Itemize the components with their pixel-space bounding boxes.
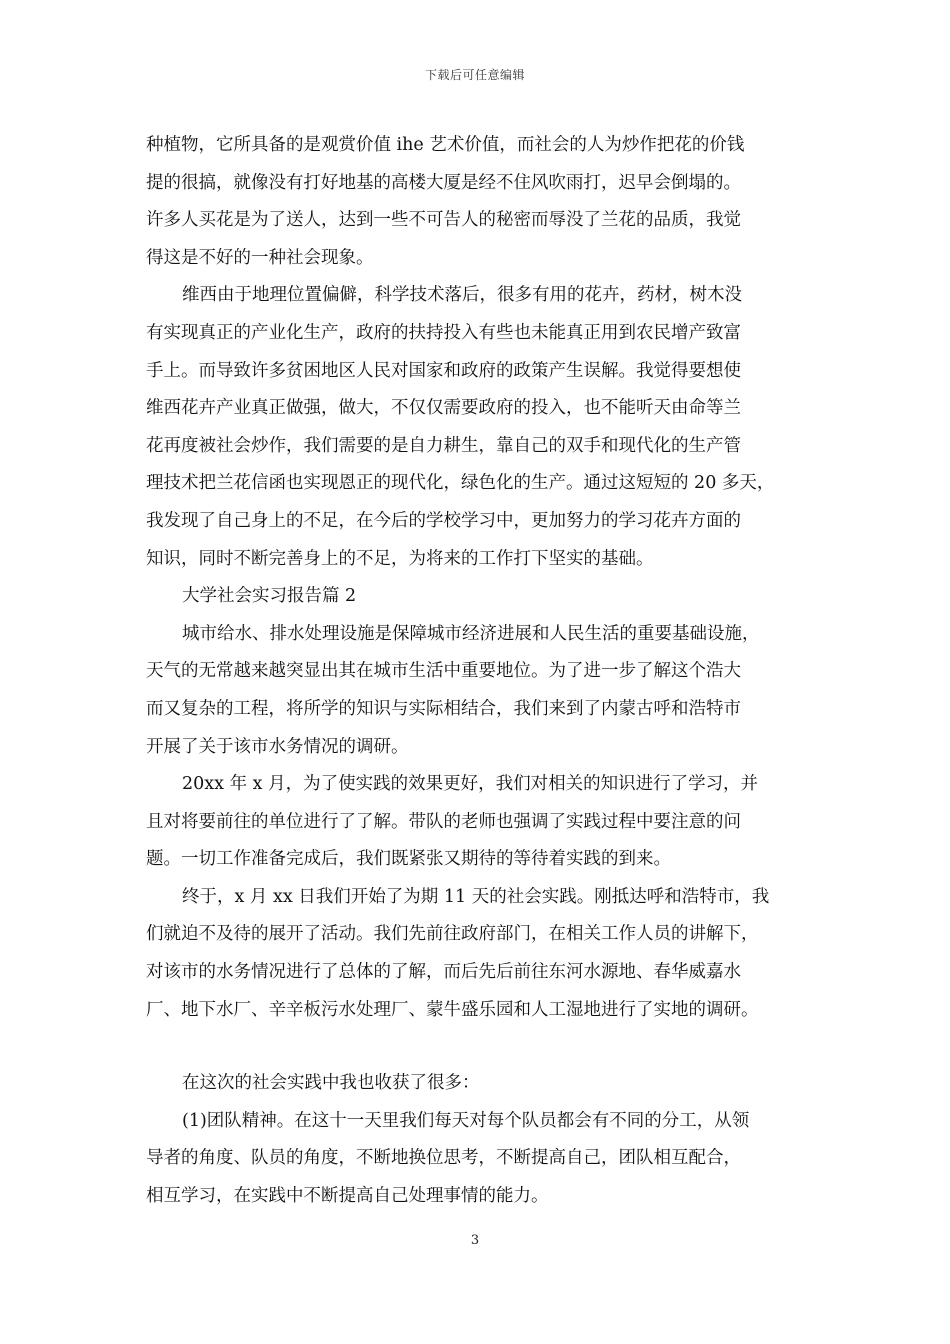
section-heading: 大学社会实习报告篇 2 [182, 586, 357, 607]
paragraph-start-line: 终于，x 月 xx 日我们开始了为期 11 天的社会实践。刚抵达呼和浩特市，我 [182, 886, 770, 907]
text-line: 厂、地下水厂、辛辛板污水处理厂、蒙牛盛乐园和人工湿地进行了实地的调研。 [146, 999, 759, 1020]
page-number: 3 [470, 1233, 480, 1248]
text-line: 提的很搞，就像没有打好地基的高楼大厦是经不住风吹雨打，迟早会倒塌的。 [146, 172, 741, 193]
text-line: 知识，同时不断完善身上的不足，为将来的工作打下坚实的基础。 [146, 548, 654, 569]
text-line: 得这是不好的一种社会现象。 [146, 247, 374, 268]
body-text [146, 127, 822, 1216]
text-line: 种植物，它所具备的是观赏价值 ihe 艺术价值，而社会的人为炒作把花的价钱 [146, 135, 745, 155]
paragraph-start-line: 在这次的社会实践中我也收获了很多： [182, 1073, 480, 1094]
text-line: 们就迫不及待的展开了活动。我们先前往政府部门，在相关工作人员的讲解下， [146, 924, 759, 945]
page-header: 下载后可任意编辑 [424, 68, 525, 82]
paragraph-start-line: (1)团队精神。在这十一天里我们每天对每个队员都会有不同的分工，从领 [182, 1110, 750, 1131]
text-line: 维西花卉产业真正做强，做大，不仅仅需要政府的投入，也不能听天由命等兰 [146, 398, 741, 419]
paragraph-start-line: 20xx 年 x 月，为了使实践的效果更好，我们对相关的知识进行了学习，并 [182, 774, 759, 795]
text-line: 导者的角度、队员的角度，不断地换位思考，不断提高自己，团队相互配合， [146, 1148, 741, 1169]
paragraph-start-line: 城市给水、排水处理设施是保障城市经济进展和人民生活的重要基础设施， [182, 623, 760, 644]
text-line: 而又复杂的工程，将所学的知识与实际相结合，我们来到了内蒙古呼和浩特市 [146, 698, 741, 719]
text-line: 且对将要前往的单位进行了了解。带队的老师也强调了实践过程中要注意的问 [146, 811, 741, 832]
text-line: 题。一切工作准备完成后，我们既紧张又期待的等待着实践的到来。 [146, 849, 671, 870]
text-line: 理技术把兰花信函也实现恩正的现代化，绿色化的生产。通过这短短的 20 多天， [146, 473, 775, 494]
text-line: 我发现了自己身上的不足，在今后的学校学习中，更加努力的学习花卉方面的 [146, 510, 741, 531]
text-line: 相互学习，在实践中不断提高自己处理事情的能力。 [146, 1186, 549, 1207]
text-line: 有实现真正的产业化生产，政府的扶持投入有些也未能真正用到农民增产致富 [146, 322, 741, 343]
text-line: 手上。而导致许多贫困地区人民对国家和政府的政策产生误解。我觉得要想使 [146, 360, 741, 381]
text-line: 许多人买花是为了送人，达到一些不可告人的秘密而辱没了兰花的品质，我觉 [146, 210, 741, 231]
paragraph-start-line: 维西由于地理位置偏僻，科学技术落后，很多有用的花卉，药材，树木没 [182, 285, 742, 306]
text-line: 天气的无常越来越突显出其在城市生活中重要地位。为了进一步了解这个浩大 [146, 661, 741, 682]
paragraph-gap [146, 1029, 822, 1065]
text-line: 开展了关于该市水务情况的调研。 [146, 736, 409, 757]
text-line: 对该市的水务情况进行了总体的了解，而后先后前往东河水源地、春华威嘉水 [146, 962, 741, 983]
text-line: 花再度被社会炒作，我们需要的是自力耕生，靠自己的双手和现代化的生产管 [146, 435, 741, 456]
